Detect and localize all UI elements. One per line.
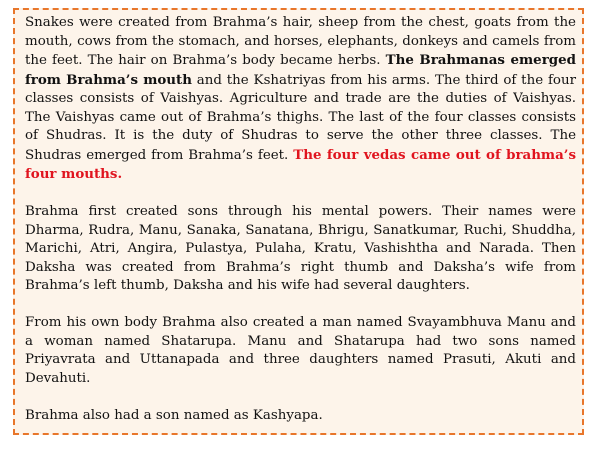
highlight-vedas: The four vedas came out of brahma’s four mouths. [25, 146, 576, 182]
paragraph-mental-sons [25, 203, 576, 296]
paragraph-manu-shatarupa [25, 314, 576, 388]
text-segment: From his own body Brahma also created a man named Svayambhuva Manu and a woman named Shatarupa. Manu and Shatarupa had two sons named Priyavrata and Uttanapada and three daughters named Prasuti, Akuti and Devahuti. [25, 315, 576, 386]
paragraph-castes [25, 14, 576, 185]
text-box [13, 8, 584, 435]
paragraph-kashyapa [25, 407, 576, 426]
text-segment: Brahma first created sons through his mental powers. Their names were Dharma, Rudra, Manu, Sanaka, Sanatana, Bhrigu, Sanatkumar, Ruchi, Shuddha, Marichi, Atri, Angira, Pulastya, Pulaha, Kratu, Vashishtha and Narada. Then Daksha was created from Brahma’s right thumb and Daksha’s wife from Brahma’s left thumb, Daksha and his wife had several daughters. [25, 204, 576, 293]
highlight-brahmanas: The Brahmanas emerged from Brahma’s mouth [25, 52, 576, 88]
text-segment: Snakes were created from Brahma’s hair, sheep from the chest, goats from the mouth, cows from the stomach, and horses, elephants, donkeys and camels from the feet. The hair on Brahma’s body became herbs. [25, 15, 576, 68]
text-segment: Brahma also had a son named as Kashyapa. [25, 407, 323, 423]
text-segment: and the Kshatriyas from his arms. The third of the four classes consists of Vaishyas. Agriculture and trade are the duties of Vaishyas. The Vaishyas came out of Brahma’s thighs. The last of the four classes consists of Shudras. It is the duty of Shudras to serve the other three classes. The Shudras emerged from Brahma’s feet. [25, 72, 576, 163]
